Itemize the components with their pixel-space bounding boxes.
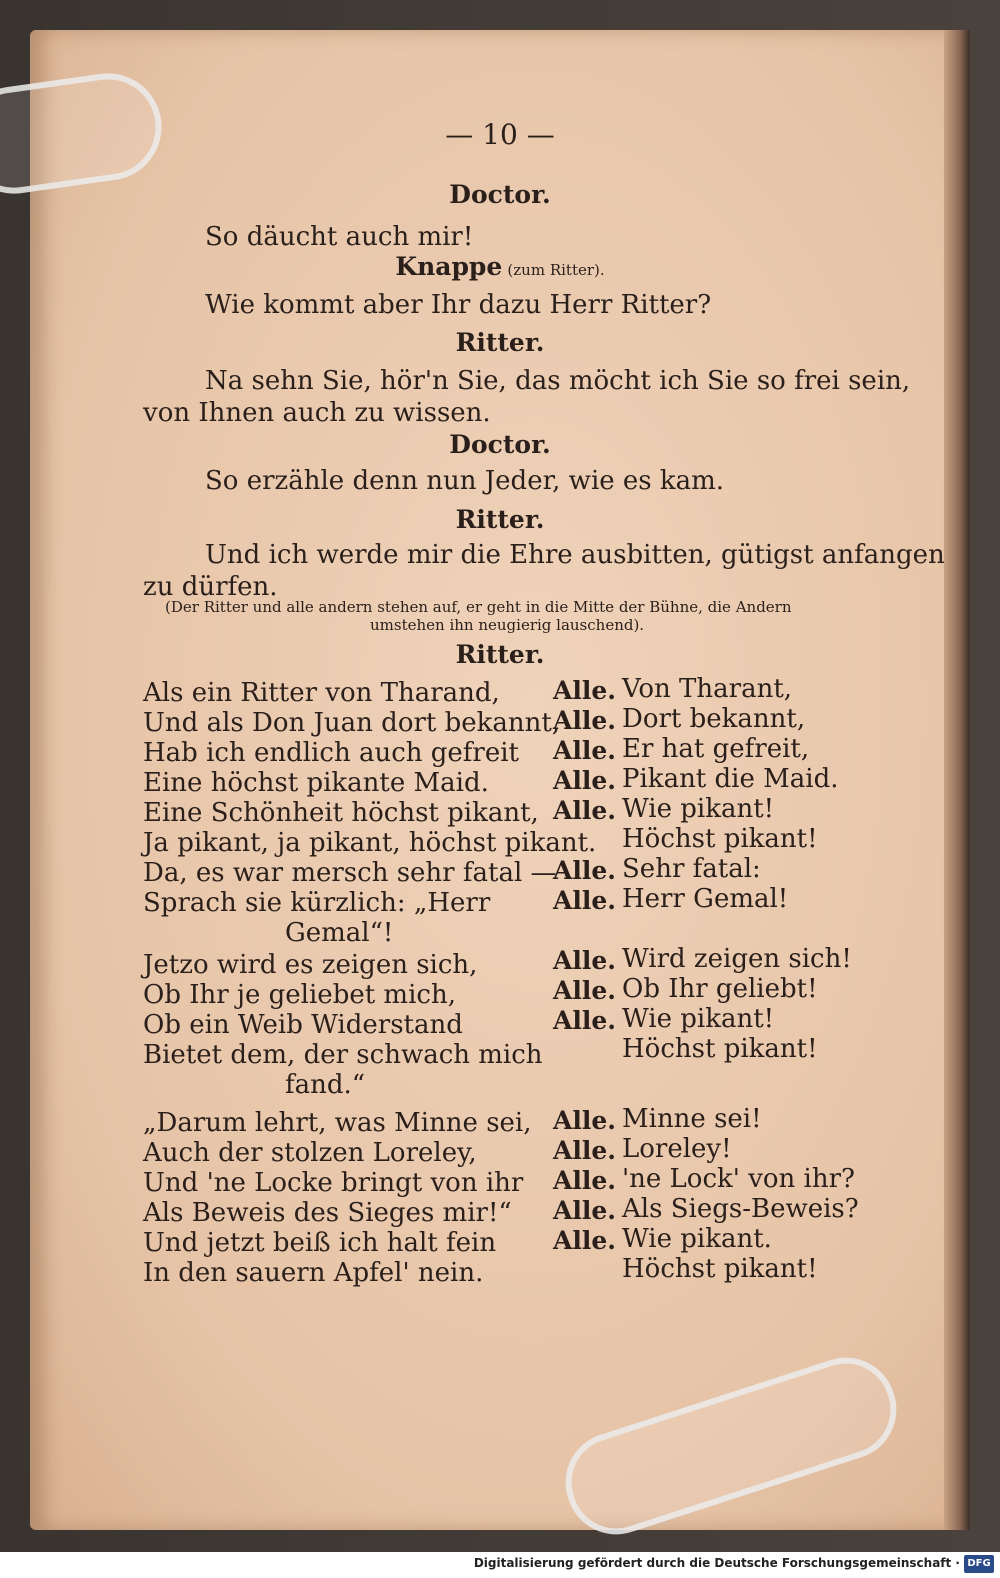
stage-direction-b: umstehen ihn neugierig lauschend).	[370, 616, 645, 634]
stage-direction-a: (Der Ritter und alle andern stehen auf, er geht in die Mitte der Bühne, die Andern	[165, 598, 792, 616]
alle-label: Alle.	[553, 976, 617, 1005]
song-right-line: Sehr fatal:	[622, 854, 761, 884]
song-right-line: Herr Gemal!	[622, 884, 789, 914]
alle-label: Alle.	[553, 1006, 617, 1035]
alle-label: Alle.	[553, 1226, 617, 1255]
song-right-line: Minne sei!	[622, 1104, 762, 1134]
song-right-line: Loreley!	[622, 1134, 732, 1164]
alle-label: Alle.	[553, 1136, 617, 1165]
line-3b: von Ihnen auch zu wissen.	[143, 398, 491, 428]
song-left-line: Ob Ihr je geliebet mich,	[143, 980, 456, 1010]
song-left-line: Und als Don Juan dort bekannt,	[143, 708, 561, 738]
song-left-line: In den sauern Apfel' nein.	[143, 1258, 484, 1288]
speaker-knappe-name: Knappe	[395, 252, 503, 281]
song-right-line: Pikant die Maid.	[622, 764, 839, 794]
alle-label: Alle.	[553, 856, 617, 885]
line-3a: Na sehn Sie, hör'n Sie, das möcht ich Sie so frei sein,	[205, 366, 911, 396]
alle-label: Alle.	[553, 796, 617, 825]
song-left-line: Eine Schönheit höchst pikant,	[143, 798, 539, 828]
speaker-knappe	[0, 252, 1000, 281]
song-right-line: Höchst pikant!	[622, 1254, 818, 1284]
alle-label: Alle.	[553, 946, 617, 975]
speaker-ritter-2: Ritter.	[455, 505, 545, 534]
alle-label: Alle.	[553, 886, 617, 915]
line-5b: zu dürfen.	[143, 572, 278, 602]
song-left-line: Ja pikant, ja pikant, höchst pikant.	[143, 828, 597, 858]
page-number: — 10 —	[445, 118, 555, 151]
song-right-line: 'ne Lock' von ihr?	[622, 1164, 855, 1194]
song-right-line: Wie pikant!	[622, 794, 775, 824]
dfg-logo[interactable]: DFG	[964, 1555, 994, 1573]
song-left-line: Als ein Ritter von Tharand,	[143, 678, 500, 708]
line-5a: Und ich werde mir die Ehre ausbitten, gütigst anfangen	[205, 540, 945, 570]
alle-label: Alle.	[553, 766, 617, 795]
alle-label: Alle.	[553, 1196, 617, 1225]
song-left-line: Hab ich endlich auch gefreit	[143, 738, 519, 768]
speaker-ritter-3: Ritter.	[455, 640, 545, 669]
stage-note-knappe: (zum Ritter).	[507, 261, 605, 279]
song-left-line: Jetzo wird es zeigen sich,	[143, 950, 478, 980]
alle-label: Alle.	[553, 1106, 617, 1135]
song-left-line: Bietet dem, der schwach mich	[143, 1040, 543, 1070]
song-left-line: „Darum lehrt, was Minne sei,	[143, 1108, 532, 1138]
speaker-ritter-1: Ritter.	[455, 328, 545, 357]
song-right-line: Wie pikant.	[622, 1224, 772, 1254]
alle-label: Alle.	[553, 676, 617, 705]
alle-label: Alle.	[553, 736, 617, 765]
song-left-line: fand.“	[285, 1070, 366, 1100]
song-left-line: Sprach sie kürzlich: „Herr	[143, 888, 491, 918]
song-right-line: Dort bekannt,	[622, 704, 806, 734]
song-left-line: Eine höchst pikante Maid.	[143, 768, 489, 798]
alle-label: Alle.	[553, 1166, 617, 1195]
song-right-line: Er hat gefreit,	[622, 734, 810, 764]
song-left-line: Da, es war mersch sehr fatal —	[143, 858, 557, 888]
song-left-line: Ob ein Weib Widerstand	[143, 1010, 463, 1040]
song-left-line: Und jetzt beiß ich halt fein	[143, 1228, 497, 1258]
song-right-line: Wird zeigen sich!	[622, 944, 852, 974]
line-4: So erzähle denn nun Jeder, wie es kam.	[205, 466, 725, 496]
footer-credit: Digitalisierung gefördert durch die Deutsche Forschungsgemeinschaft ·	[473, 1556, 960, 1570]
song-right-line: Ob Ihr geliebt!	[622, 974, 818, 1004]
song-right-line: Von Tharant,	[622, 674, 793, 704]
speaker-doctor-2: Doctor.	[449, 430, 551, 459]
alle-label: Alle.	[553, 706, 617, 735]
line-2: Wie kommt aber Ihr dazu Herr Ritter?	[205, 290, 712, 320]
song-left-line: Gemal“!	[285, 918, 394, 948]
speaker-doctor-1: Doctor.	[449, 180, 551, 209]
song-right-line: Höchst pikant!	[622, 1034, 818, 1064]
song-right-line: Als Siegs-Beweis?	[622, 1194, 859, 1224]
song-right-line: Höchst pikant!	[622, 824, 818, 854]
song-right-line: Wie pikant!	[622, 1004, 775, 1034]
song-left-line: Auch der stolzen Loreley,	[143, 1138, 477, 1168]
song-left-line: Als Beweis des Sieges mir!“	[143, 1198, 512, 1228]
song-left-line: Und 'ne Locke bringt von ihr	[143, 1168, 524, 1198]
line-1: So däucht auch mir!	[205, 222, 474, 252]
